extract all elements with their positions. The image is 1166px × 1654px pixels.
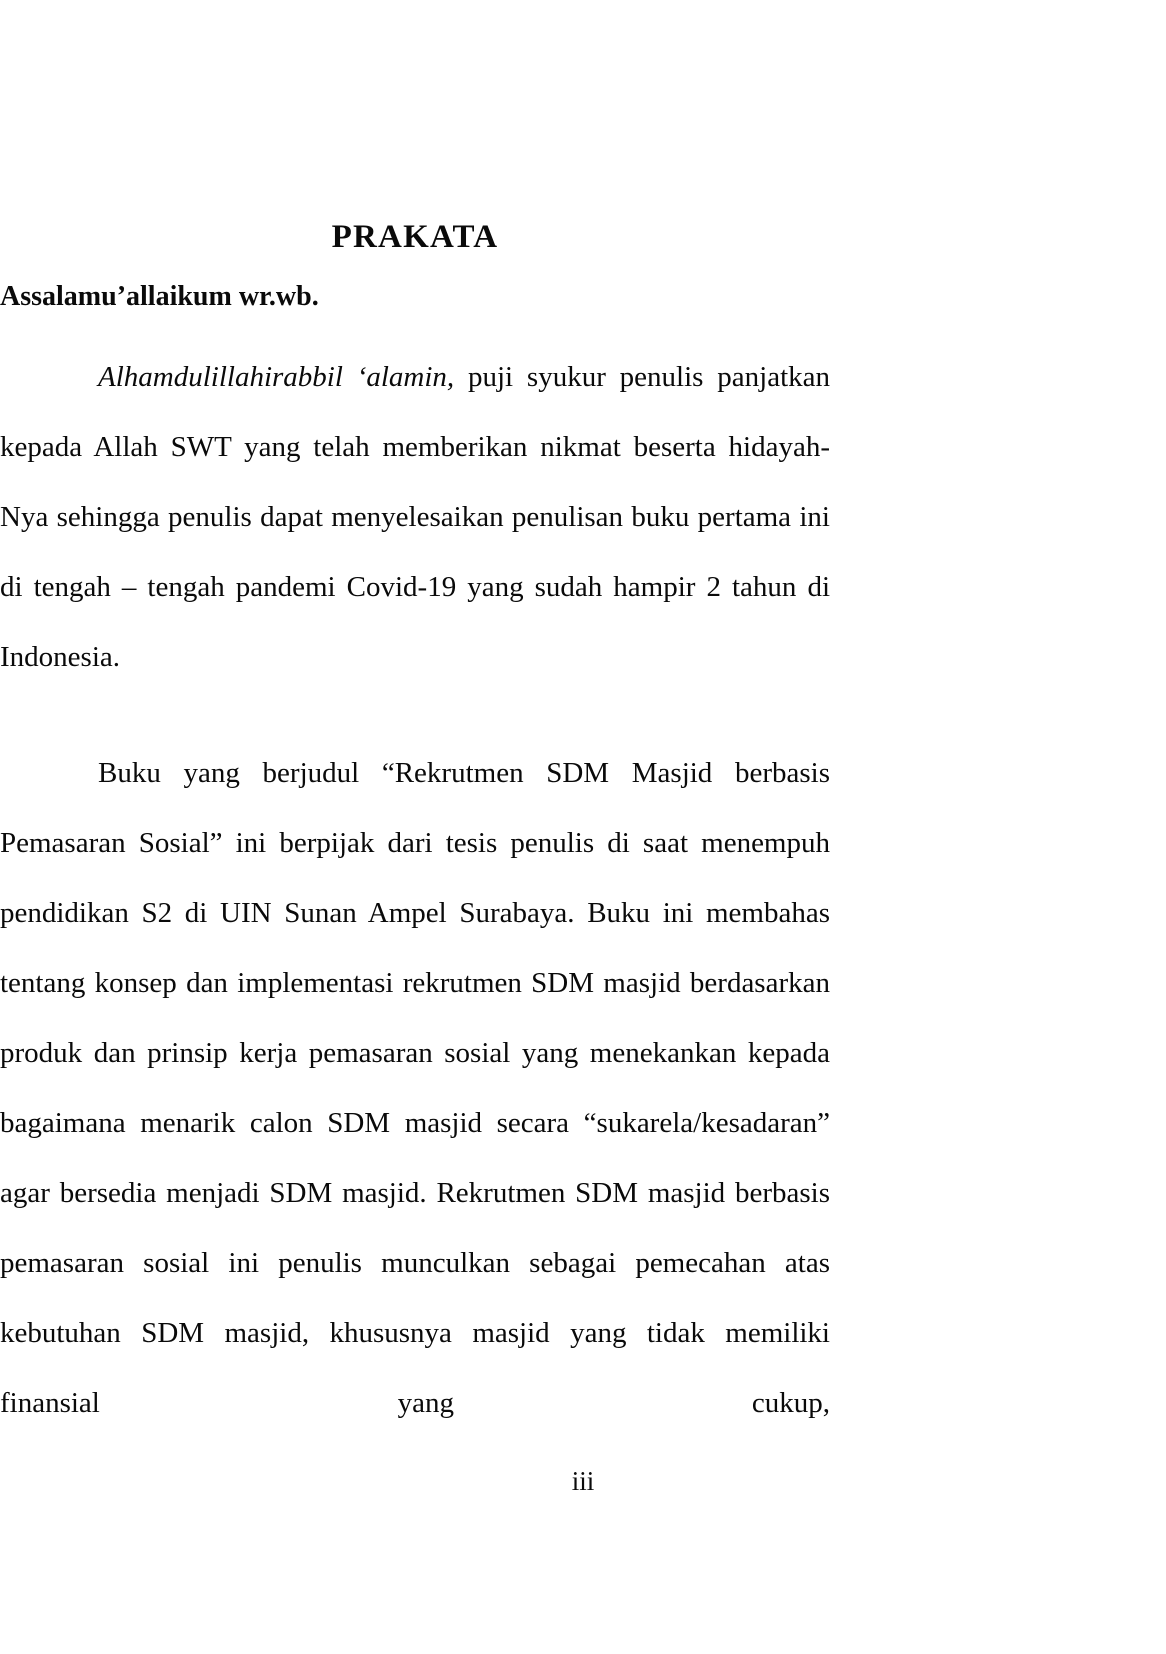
paragraph-2 bbox=[0, 738, 830, 1438]
salutation-heading: Assalamu’allaikum wr.wb. bbox=[0, 281, 319, 312]
paragraph-1-italic-lead: Alhamdulillahirabbil ‘alamin, bbox=[98, 361, 455, 393]
page-number: iii bbox=[571, 1466, 595, 1496]
body-text bbox=[0, 342, 830, 1438]
paragraph-1 bbox=[0, 342, 830, 692]
paragraph-2-text: Buku yang berjudul “Rekrutmen SDM Masjid berbasis Pemasaran Sosial” ini berpijak dari tesis penulis di saat menempuh pendidikan S2 di UIN Sunan Ampel Surabaya. Buku ini membahas tentang konsep dan implementasi rekrutmen SDM masjid berdasarkan produk dan prinsip kerja pemasaran sosial yang menekankan kepada bagaimana menarik calon SDM masjid secara “sukarela/kesadaran” agar bersedia menjadi SDM masjid. Rekrutmen SDM masjid berbasis pemasaran sosial ini penulis munculkan sebagai pemecahan atas kebutuhan SDM masjid, khususnya masjid yang tidak memiliki finansial yang cukup, bbox=[0, 757, 830, 1419]
paragraph-1-text: puji syukur penulis panjatkan kepada Allah SWT yang telah memberikan nikmat beserta hidayah-Nya sehingga penulis dapat menyelesaikan penulisan buku pertama ini di tengah – tengah pandemi Covid-19 yang sudah hampir 2 tahun di Indonesia. bbox=[0, 361, 830, 673]
page-title: PRAKATA bbox=[331, 219, 499, 255]
